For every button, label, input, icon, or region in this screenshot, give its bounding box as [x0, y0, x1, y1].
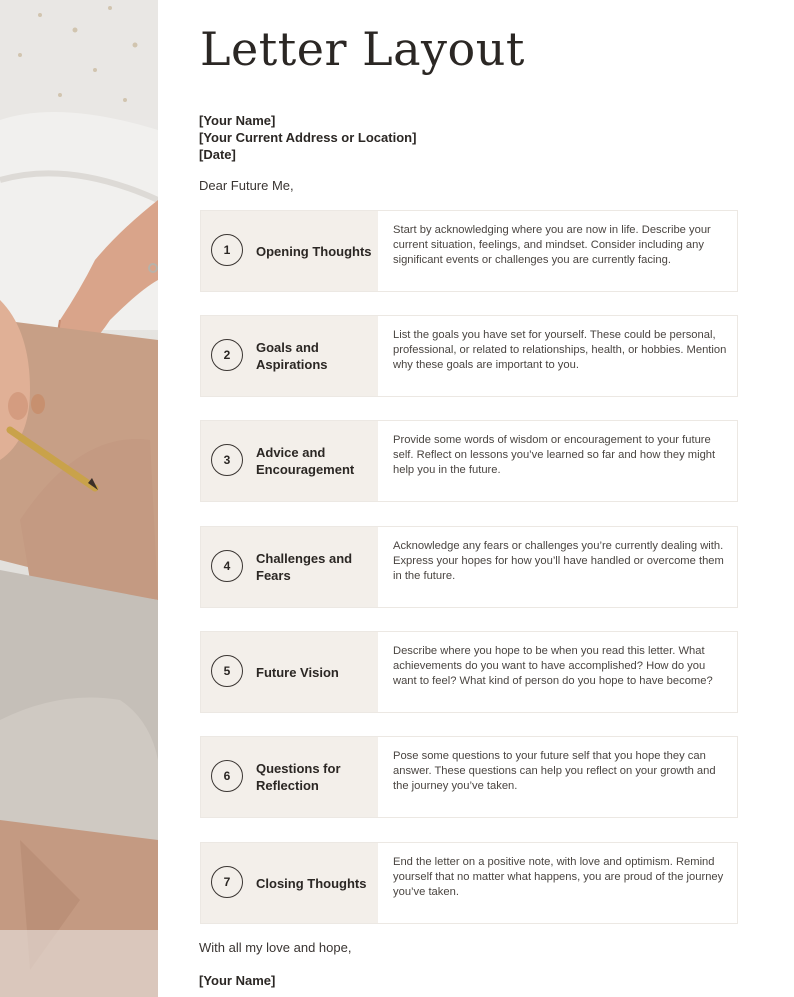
section-card-2: [200, 315, 738, 397]
section-heading: Opening Thoughts: [256, 243, 372, 259]
decorative-photo: [0, 0, 158, 997]
closing-line: With all my love and hope,: [199, 940, 352, 955]
section-card-5: [200, 631, 738, 713]
section-description: Provide some words of wisdom or encouragement to your future self. Reflect on lessons you’ve learned so far and how they might help you in the future.: [393, 434, 716, 476]
section-number-badge: 6: [211, 760, 243, 792]
section-description: List the goals you have set for yourself. These could be personal, professional, or related to relationships, health, or hobbies. Mention why these goals are important to you.: [393, 329, 727, 371]
sender-address: [Your Current Address or Location]: [199, 130, 417, 145]
section-card-3: [200, 420, 738, 502]
section-number-badge: 4: [211, 550, 243, 582]
section-label-panel: [201, 527, 378, 607]
section-heading: Advice and Encouragement: [256, 445, 355, 477]
section-number-badge: 2: [211, 339, 243, 371]
section-card-4: [200, 526, 738, 608]
section-heading: Closing Thoughts: [256, 875, 367, 891]
sender-header: [199, 112, 416, 163]
section-heading: Goals and Aspirations: [256, 340, 328, 372]
greeting: Dear Future Me,: [199, 178, 294, 193]
section-card-7: [200, 842, 738, 924]
section-number-badge: 1: [211, 234, 243, 266]
section-label-panel: [201, 843, 378, 923]
section-label-panel: [201, 421, 378, 501]
section-heading: Challenges and Fears: [256, 551, 353, 583]
section-description: Start by acknowledging where you are now in life. Describe your current situation, feelings, and mindset. Consider including any significant events or challenges you are currently facing.: [393, 224, 711, 266]
section-heading: Future Vision: [256, 664, 339, 680]
section-label-panel: [201, 632, 378, 712]
section-description: Pose some questions to your future self that you hope they can answer. These questions can help you reflect on your growth and the journey you’ve taken.: [393, 750, 716, 792]
section-card-1: [200, 210, 738, 292]
photo-illustration: [0, 0, 158, 997]
section-number-badge: 3: [211, 444, 243, 476]
section-description: Describe where you hope to be when you read this letter. What achievements do you want to have accomplished? How do you want to feel? What kind of person do you hope to have become?: [393, 645, 713, 687]
section-heading: Questions for Reflection: [256, 761, 341, 793]
section-number-badge: 5: [211, 655, 243, 687]
section-description: Acknowledge any fears or challenges you’re currently dealing with. Express your hopes for how you’ll have handled or overcome them in the future.: [393, 540, 724, 582]
section-label-panel: [201, 316, 378, 396]
section-description: End the letter on a positive note, with love and optimism. Remind yourself that no matter what happens, you are proud of the journey you’ve taken.: [393, 856, 724, 898]
sender-name: [Your Name]: [199, 113, 276, 128]
page-title: Letter Layout: [200, 22, 525, 76]
signature-name: [Your Name]: [199, 973, 276, 988]
letter-date: [Date]: [199, 147, 236, 162]
section-label-panel: [201, 211, 378, 291]
section-label-panel: [201, 737, 378, 817]
section-number-badge: 7: [211, 866, 243, 898]
section-card-6: [200, 736, 738, 818]
